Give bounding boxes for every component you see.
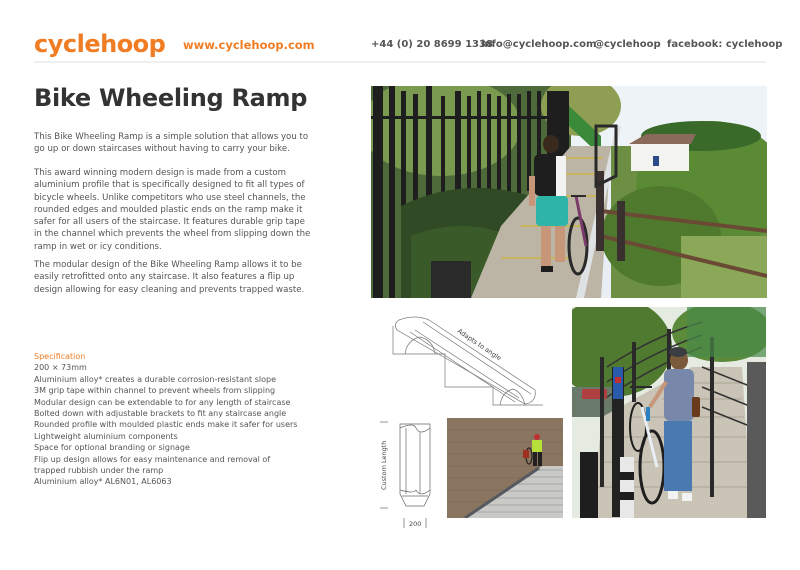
- email-link[interactable]: info@cyclehoop.com: [481, 39, 597, 50]
- website-link[interactable]: www.cyclehoop.com: [183, 38, 315, 52]
- angle-label: Adapts to angle: [455, 327, 503, 363]
- spec-item: 3M grip tape within channel to prevent wheels from slipping: [34, 386, 276, 396]
- spec-item: Rounded profile with moulded plastic ends make it safer for users: [34, 420, 298, 430]
- page-header: [0, 0, 800, 62]
- intro-paragraph: This Bike Wheeling Ramp is a simple solution that allows you to go up or down staircases without having to carry your bike.: [34, 132, 309, 155]
- spec-item: Lightweight aluminium components: [34, 431, 178, 441]
- header-divider: [34, 61, 766, 63]
- specification-title: Specification: [34, 352, 86, 361]
- specification-section: [34, 351, 334, 488]
- spec-item: Space for optional branding or signage: [34, 443, 190, 453]
- length-label: Custom Length: [380, 440, 388, 490]
- spec-item: Flip up design allows for easy maintenance and removal of trapped rubbish under the ramp: [34, 454, 271, 476]
- facebook-link[interactable]: facebook: cyclehoop: [667, 39, 783, 50]
- modular-paragraph: The modular design of the Bike Wheeling Ramp allows it to be easily retrofitted onto any staircase. It also features a flip up design allowing for easy cleaning and prevents trapped waste.: [34, 260, 305, 295]
- main-photo: [371, 86, 767, 298]
- spec-item: Modular design can be extendable to for any length of staircase: [34, 397, 291, 407]
- twitter-handle[interactable]: @cyclehoop: [594, 39, 661, 50]
- spec-item: Aluminium alloy* creates a durable corrosion-resistant slope: [34, 374, 277, 384]
- angle-diagram: [385, 312, 545, 408]
- bridge-photo: [572, 307, 766, 518]
- spec-item: Aluminium alloy* AL6N01, AL6063: [34, 477, 172, 487]
- design-paragraph: This award winning modern design is made from a custom aluminium profile that is specifically designed to fit all types of bicycle wheels. Unlike competitors who use steel channels, the rounded edges and moulded plastic ends on the ramp make it safer for all users of the staircase. It features durable grip tape in the channel which prevents the wheel from slipping down the ramp in wet or icy conditions.: [34, 168, 311, 252]
- profile-diagram: [376, 418, 436, 530]
- page-title: Bike Wheeling Ramp: [34, 84, 308, 112]
- spec-item: 200 × 73mm: [34, 363, 87, 373]
- stairs-photo: [447, 418, 563, 518]
- phone-number: +44 (0) 20 8699 1338: [371, 39, 493, 50]
- brand-logo: cyclehoop: [34, 30, 166, 58]
- width-label: 200: [409, 520, 422, 528]
- spec-item: Bolted down with adjustable brackets to fit any staircase angle: [34, 409, 287, 419]
